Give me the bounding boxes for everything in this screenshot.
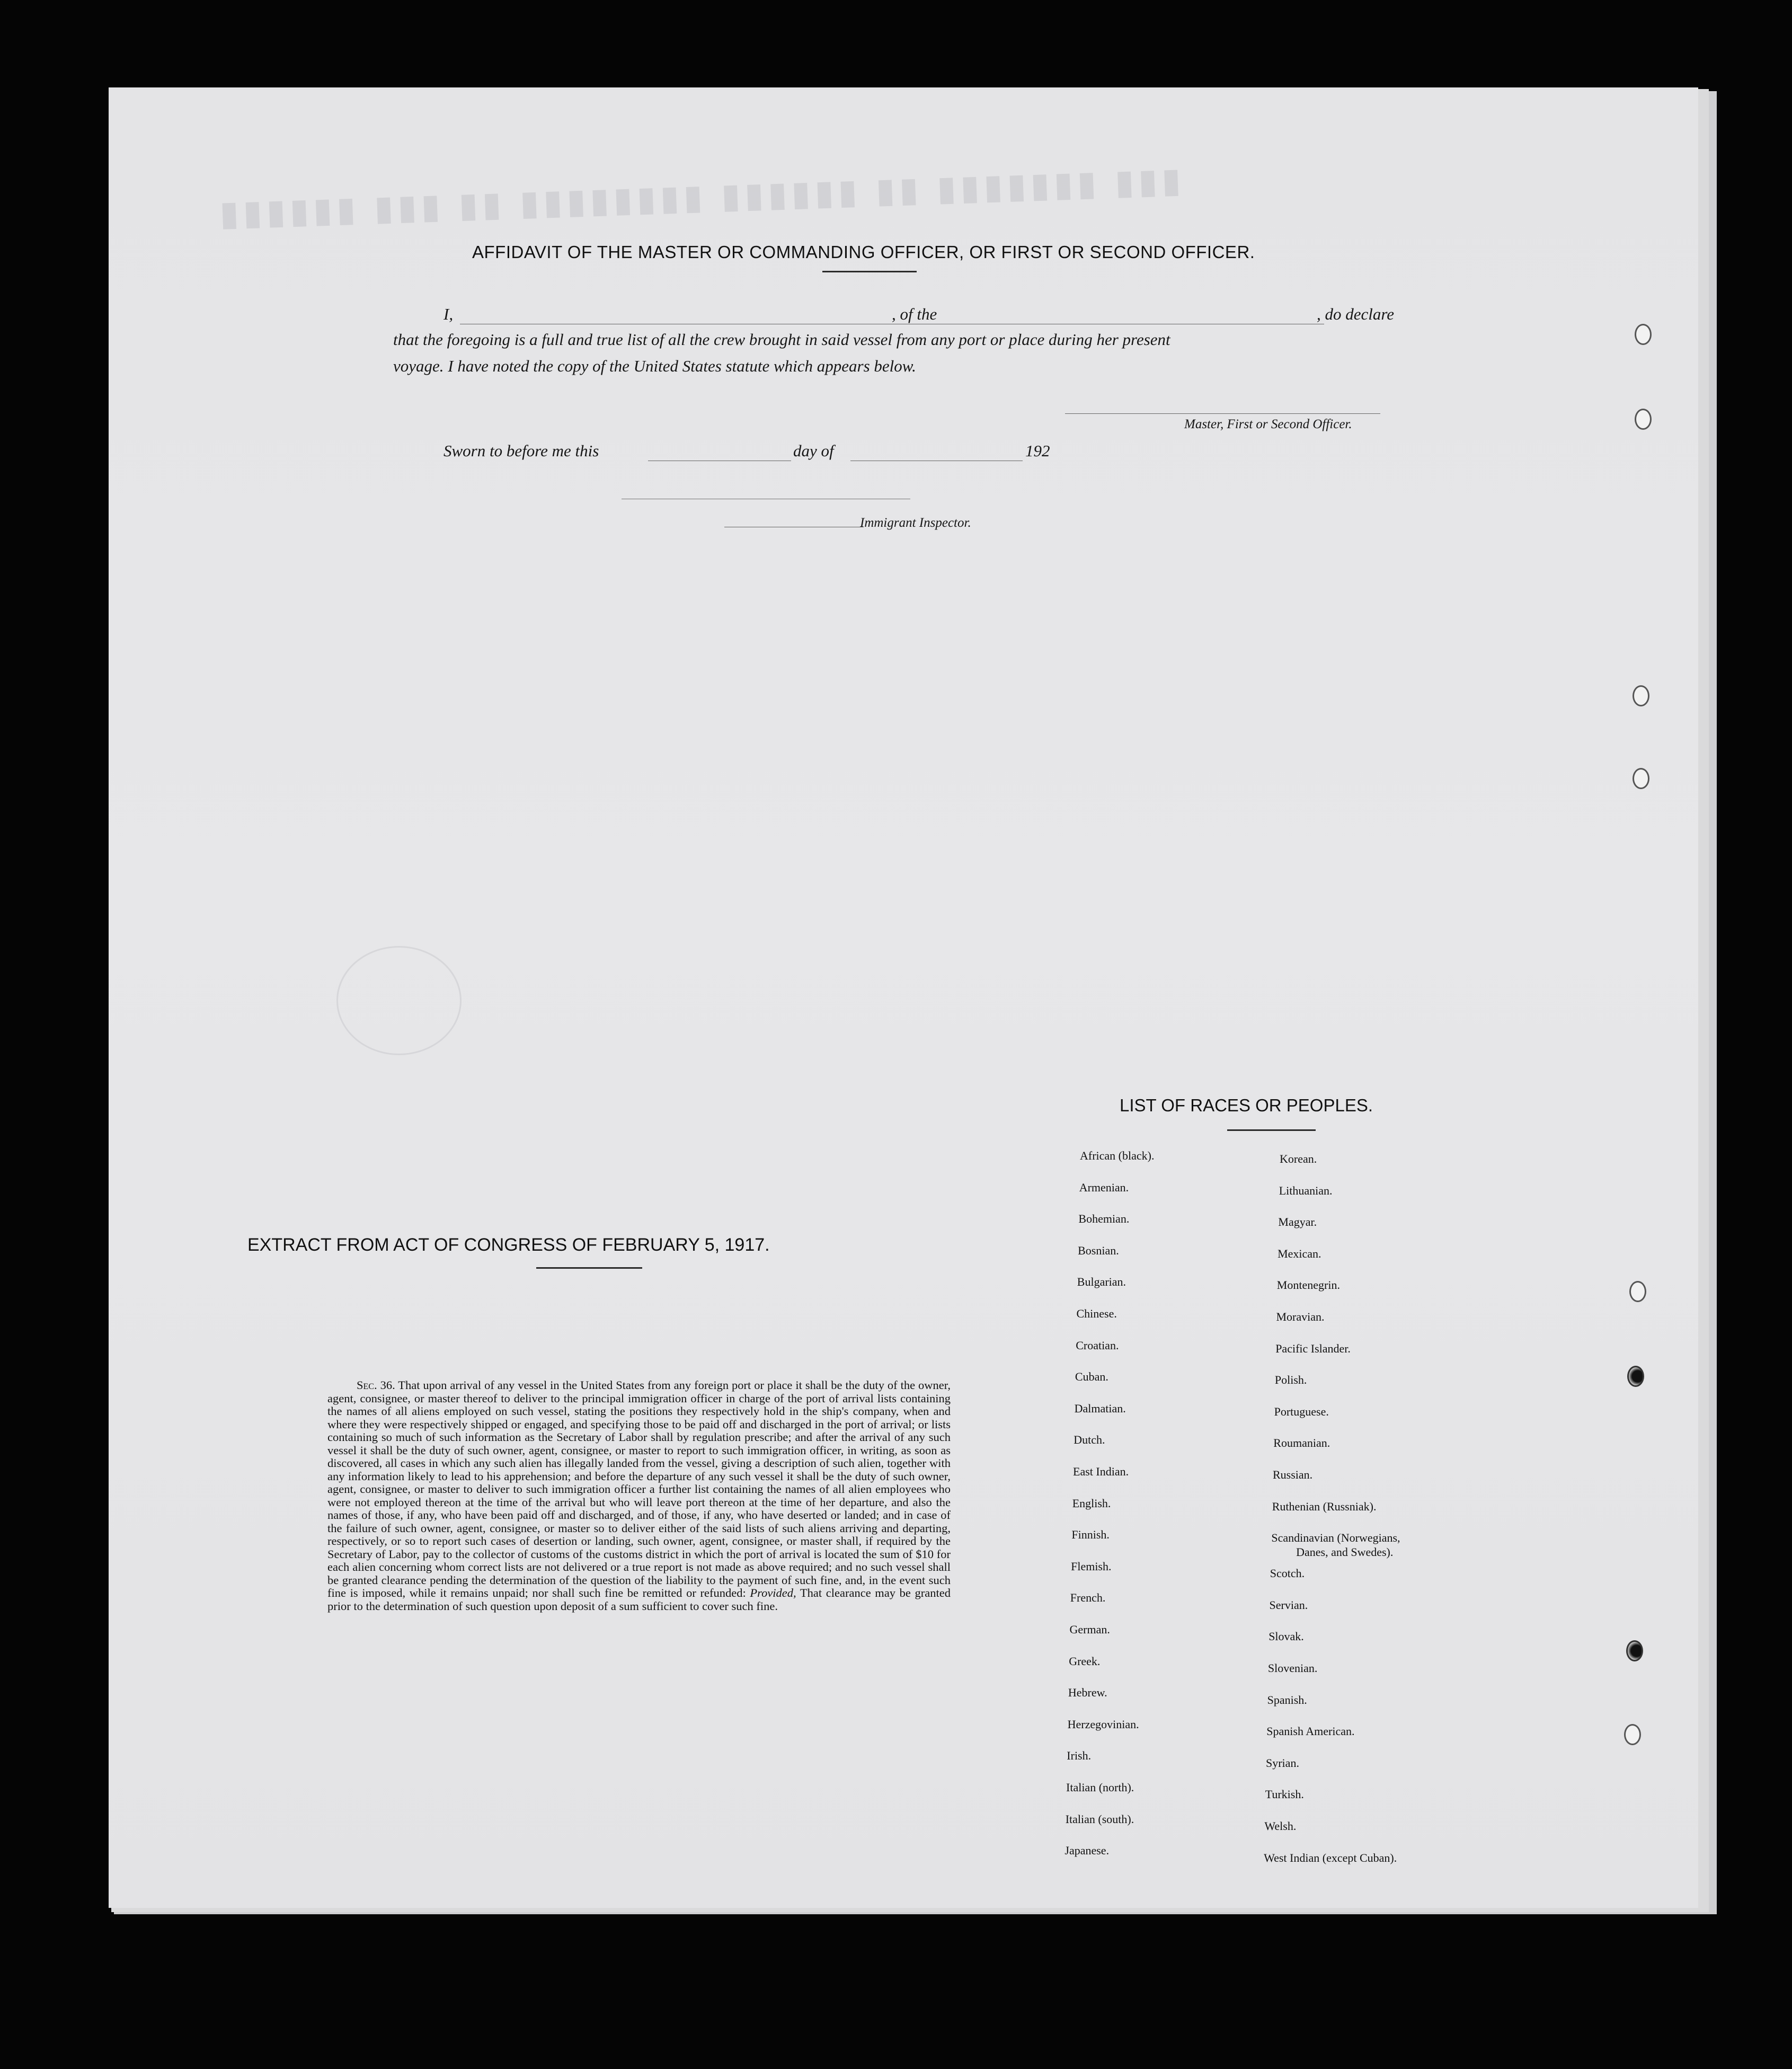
race-item: Lithuanian. bbox=[1279, 1183, 1333, 1197]
race-item: West Indian (except Cuban). bbox=[1264, 1851, 1397, 1864]
race-item: Dutch. bbox=[1074, 1433, 1105, 1447]
race-item: Montenegrin. bbox=[1276, 1278, 1340, 1292]
affidavit-title: AFFIDAVIT OF THE MASTER OR COMMANDING OFFICER, OR FIRST OR SECOND OFFICER. bbox=[472, 242, 1255, 262]
race-item: Turkish. bbox=[1265, 1788, 1304, 1801]
statute-text bbox=[327, 1379, 951, 1613]
race-item: Italian (north). bbox=[1066, 1781, 1134, 1794]
inspector-label: Immigrant Inspector. bbox=[860, 516, 971, 530]
race-item: Bosnian. bbox=[1078, 1243, 1119, 1257]
year-text: 192 bbox=[1025, 441, 1050, 460]
races-title-underline bbox=[1227, 1129, 1316, 1131]
race-item: Scandinavian (Norwegians, bbox=[1271, 1531, 1400, 1545]
affidavit-line-2: that the foregoing is a full and true list of all the crew brought in said vessel from any port or place during her present bbox=[393, 330, 1170, 349]
race-item: Polish. bbox=[1274, 1373, 1307, 1387]
race-item: Armenian. bbox=[1079, 1180, 1129, 1194]
document-page bbox=[109, 87, 1698, 1908]
statute-end: That clearance may be granted prior to the determination of such question upon deposit of a sum sufficient to cover such fine. bbox=[327, 1586, 951, 1613]
race-item: Croatian. bbox=[1076, 1338, 1119, 1352]
affidavit-i: I, bbox=[443, 305, 454, 323]
race-item: Ruthenian (Russniak). bbox=[1272, 1499, 1377, 1513]
race-item: Danes, and Swedes). bbox=[1296, 1545, 1394, 1559]
race-item: Bulgarian. bbox=[1077, 1275, 1126, 1289]
race-item: Roumanian. bbox=[1273, 1436, 1330, 1450]
punch-hole bbox=[1635, 409, 1652, 430]
race-item: Herzegovinian. bbox=[1067, 1717, 1139, 1731]
race-item: Servian. bbox=[1269, 1598, 1308, 1612]
race-item: Slovak. bbox=[1268, 1630, 1304, 1643]
race-item: Russian. bbox=[1273, 1468, 1313, 1481]
race-item: Magyar. bbox=[1278, 1215, 1317, 1229]
race-item: Irish. bbox=[1067, 1749, 1092, 1763]
race-item: East Indian. bbox=[1073, 1465, 1129, 1478]
race-item: Bohemian. bbox=[1078, 1212, 1130, 1226]
race-item: German. bbox=[1069, 1623, 1110, 1636]
race-item: French. bbox=[1070, 1591, 1106, 1605]
punch-hole bbox=[1629, 1281, 1646, 1302]
race-item: Flemish. bbox=[1071, 1559, 1112, 1573]
race-item: Welsh. bbox=[1264, 1819, 1297, 1833]
bleed-through-text: ▮▮▮ ▮▮▮▮▮▮▮ ▮▮ ▮▮▮▮▮▮ ▮▮▮▮▮▮▮▮ ▮▮ ▮▮▮ ▮▮▮▮▮▮ bbox=[214, 162, 1181, 233]
race-item: Pacific Islander. bbox=[1275, 1341, 1351, 1355]
race-item: Syrian. bbox=[1266, 1756, 1299, 1770]
race-item: Slovenian. bbox=[1267, 1661, 1318, 1675]
race-item: Moravian. bbox=[1276, 1310, 1325, 1323]
extract-title: EXTRACT FROM ACT OF CONGRESS OF FEBRUARY 5, 1917. bbox=[247, 1235, 770, 1255]
race-item: Finnish. bbox=[1071, 1528, 1110, 1542]
affidavit-of-the: , of the bbox=[892, 305, 937, 323]
title-underline bbox=[822, 271, 917, 272]
race-item: Japanese. bbox=[1064, 1844, 1110, 1858]
race-item: Spanish. bbox=[1267, 1693, 1307, 1707]
race-item: Chinese. bbox=[1076, 1307, 1117, 1320]
race-item: African (black). bbox=[1080, 1149, 1155, 1162]
race-item: Cuban. bbox=[1075, 1370, 1108, 1384]
race-item: Korean. bbox=[1280, 1152, 1317, 1165]
sworn-text: Sworn to before me this bbox=[443, 441, 599, 460]
sec-label: Sec. bbox=[357, 1378, 377, 1392]
statute-body: 36. That upon arrival of any vessel in the United States from any foreign port or place it shall be the duty of the owner, agent, consignee, or master thereof to deliver to the principal immigration officer in charge of the port of arrival lists containing the names of all aliens employed on such vessel, stating the positions they respectively hold in the ship's company, when and where they were respectively shipped or engaged, and specifying those to be paid off and discharged in the port of arrival; or lists containing so much of such information as the Secretary of Labor shall by regulation prescribe; and after the arrival of any such vessel it shall be the duty of such owner, agent, consignee, or master to report to such immigration officer, in writing, as soon as discovered, all cases in which any such alien has illegally landed from the vessel, giving a description of such alien, together with any information likely to lead to his apprehension; and before the departure of any such vessel it shall be the duty of such owner, agent, consignee, or master to deliver to such immigration officer a further list containing the names of all alien employees who were not employed thereon at the time of the arrival but who will leave port thereon at the time of her departure, and also the names of those, if any, who have been paid off and discharged, and of those, if any, who have deserted or landed; and in case of the failure of such owner, agent, consignee, or master so to deliver either of the said lists of such aliens arriving and departing, respectively, or so to report such cases of desertion or landing, such owner, agent, consignee, or master shall, if required by the Secretary of Labor, pay to the collector of customs of the customs district in which the port of arrival is located the sum of $10 for each alien concerning whom correct lists are not delivered or a true report is not made as above required; and no such vessel shall be granted clearance pending the determination of the question of the liability to the payment of such fine, and, in the event such fine is imposed, while it remains unpaid; nor shall such fine be remitted or refunded: bbox=[327, 1378, 951, 1599]
race-item: Dalmatian. bbox=[1074, 1401, 1126, 1415]
master-signature-line[interactable] bbox=[1065, 413, 1380, 414]
race-item: Italian (south). bbox=[1065, 1812, 1134, 1826]
races-title: LIST OF RACES OR PEOPLES. bbox=[1120, 1095, 1373, 1115]
affidavit-line-3: voyage. I have noted the copy of the United States statute which appears below. bbox=[393, 357, 916, 375]
punch-hole bbox=[1626, 1640, 1643, 1661]
race-item: Hebrew. bbox=[1068, 1686, 1107, 1700]
day-of-text: day of bbox=[793, 441, 834, 460]
race-item: Scotch. bbox=[1270, 1567, 1305, 1580]
punch-hole bbox=[1627, 1366, 1644, 1387]
race-item: English. bbox=[1072, 1496, 1111, 1510]
race-item: Spanish American. bbox=[1266, 1725, 1355, 1738]
master-label: Master, First or Second Officer. bbox=[1184, 417, 1352, 431]
extract-title-underline bbox=[536, 1267, 642, 1269]
affidavit-declare: , do declare bbox=[1317, 305, 1395, 323]
punch-hole bbox=[1633, 768, 1649, 789]
bleed-through-seal bbox=[336, 946, 462, 1055]
race-item: Portuguese. bbox=[1274, 1404, 1329, 1418]
race-item: Mexican. bbox=[1278, 1246, 1321, 1260]
punch-hole bbox=[1635, 324, 1652, 345]
punch-hole bbox=[1624, 1724, 1641, 1745]
race-item: Greek. bbox=[1069, 1654, 1101, 1668]
punch-hole bbox=[1633, 685, 1649, 706]
provided-word: Provided, bbox=[750, 1586, 796, 1599]
